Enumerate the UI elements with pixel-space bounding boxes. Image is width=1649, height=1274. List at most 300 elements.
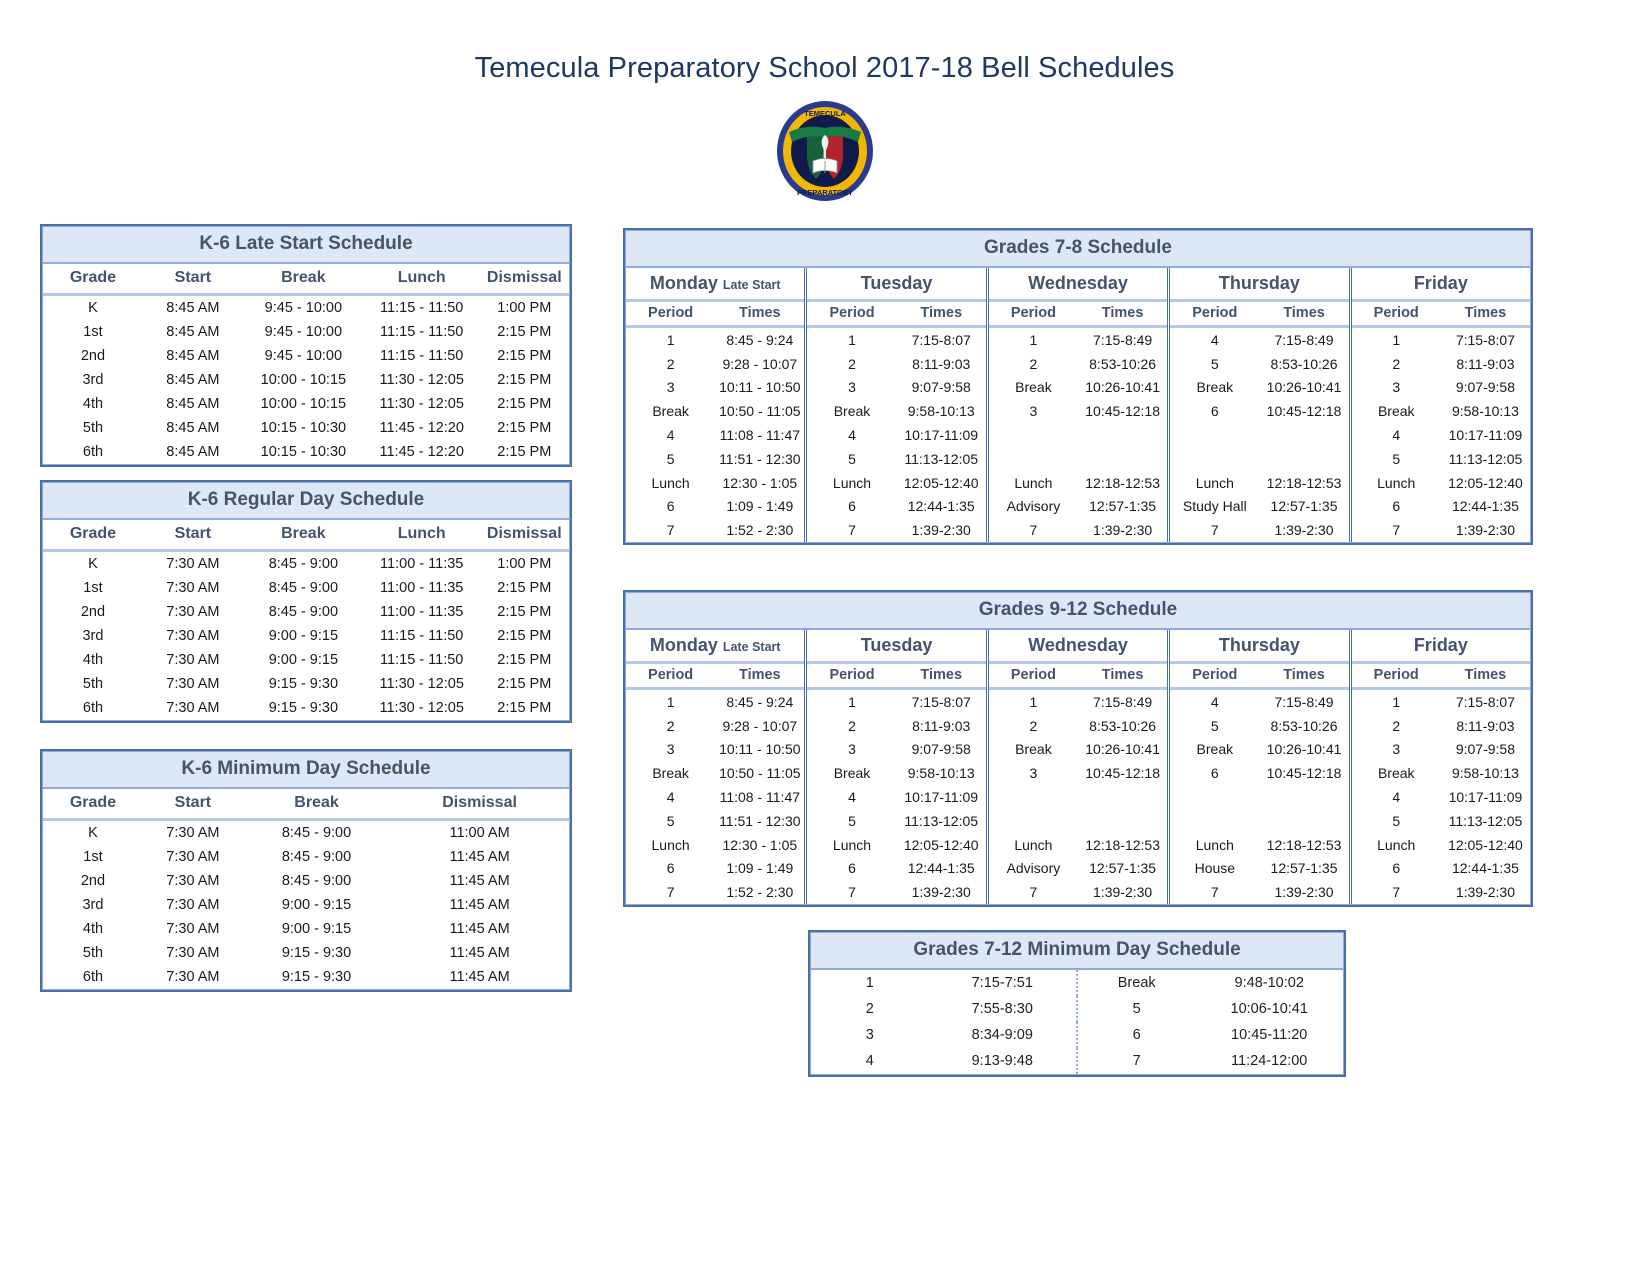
cell-lunch: 11:30 - 12:05 (379, 676, 464, 692)
day-name-thursday (1170, 630, 1348, 664)
day-name-wednesday (989, 630, 1167, 664)
cell-times: 10:26-10:41 (1085, 379, 1160, 396)
col-break: Break (243, 264, 364, 295)
table-row (43, 551, 569, 577)
cell-period: Lunch (1377, 474, 1416, 491)
cell-start: 8:45 AM (166, 396, 220, 412)
table-row (1170, 833, 1348, 857)
cell-times: 10:26-10:41 (1085, 741, 1160, 758)
table-row (1170, 399, 1348, 423)
table-row (1170, 447, 1348, 471)
day-name-friday (1352, 630, 1530, 664)
cell-break: 8:45 - 9:00 (268, 604, 339, 620)
table-row (807, 880, 985, 904)
table-header-row (43, 520, 569, 551)
cell-period: 6 (666, 860, 675, 877)
col-break: Break (243, 789, 390, 820)
table-row (989, 714, 1167, 738)
table-row (989, 761, 1167, 785)
cell-times: 12:44-1:35 (907, 498, 975, 515)
cell-times: 12:18-12:53 (1085, 474, 1160, 491)
table-row (989, 399, 1167, 423)
page-title: Temecula Preparatory School 2017-18 Bell Schedules (474, 52, 1175, 84)
day-label: Tuesday (860, 635, 933, 655)
cell-dismissal: 2:15 PM (497, 396, 552, 412)
col-period: Period (807, 302, 896, 327)
k6-minimum-day-table (40, 749, 572, 992)
cell-break: 9:45 - 10:00 (264, 348, 343, 364)
table-row (626, 856, 804, 880)
cell-times: 1:52 - 2:30 (726, 522, 794, 539)
cell-period: 2 (1392, 717, 1401, 734)
cell-start: 7:30 AM (166, 676, 220, 692)
col-period: Period (626, 302, 715, 327)
day-name-friday (1352, 268, 1530, 302)
cell-times: 7:15-8:49 (1274, 331, 1334, 348)
cell-times: 9:58-10:13 (1451, 403, 1519, 420)
cell-times-right: 11:24-12:00 (1231, 1053, 1308, 1069)
cell-times: 11:13-12:05 (1448, 812, 1523, 829)
cell-times: 12:18-12:53 (1085, 836, 1160, 853)
cell-period: 4 (848, 789, 856, 806)
table-row (1352, 880, 1530, 904)
cell-times: 12:05-12:40 (903, 836, 979, 853)
cell-times: 11:08 - 11:47 (719, 789, 801, 806)
cell-dismissal: 11:45 AM (449, 921, 510, 937)
col-grade: Grade (43, 520, 143, 551)
cell-period: 4 (1210, 693, 1219, 710)
cell-period-right: 6 (1077, 1022, 1195, 1048)
cell-period: 6 (1210, 765, 1219, 782)
table-row (1352, 856, 1530, 880)
cell-times: 12:57-1:35 (1270, 498, 1338, 515)
cell-period: 3 (666, 741, 675, 758)
table-row (626, 833, 804, 857)
col-times: Times (897, 302, 986, 327)
cell-period: 7 (1210, 884, 1219, 901)
cell-period: Lunch (1377, 836, 1416, 853)
cell-times: 1:39-2:30 (911, 884, 971, 901)
table-row (626, 785, 804, 809)
table-row (43, 295, 569, 321)
table-row (626, 423, 804, 447)
cell-lunch: 11:15 - 11:50 (380, 348, 464, 364)
cell-times: 10:45-12:18 (1266, 765, 1342, 782)
cell-period (989, 447, 1078, 471)
cell-times: 8:53-10:26 (1270, 717, 1338, 734)
cell-start: 7:30 AM (166, 628, 220, 644)
cell-times: 12:05-12:40 (1448, 474, 1523, 491)
grades-7-8-table (623, 228, 1533, 545)
cell-times: 12:57-1:35 (1089, 498, 1157, 515)
cell-times (1078, 447, 1167, 471)
table-row (626, 689, 804, 714)
table-row (626, 494, 804, 518)
cell-period: 3 (848, 379, 856, 396)
table-row (807, 471, 985, 495)
day-column-monday (626, 268, 807, 542)
cell-break: 8:45 - 9:00 (281, 873, 352, 889)
grades-7-8-title: Grades 7-8 Schedule (626, 231, 1530, 268)
table-row (807, 714, 985, 738)
cell-times: 12:44-1:35 (1451, 860, 1519, 877)
table-row (989, 494, 1167, 518)
cell-period: 4 (666, 789, 675, 806)
col-period: Period (1170, 664, 1259, 689)
k6-minimum-day-title: K-6 Minimum Day Schedule (43, 752, 569, 789)
cell-grade: 5th (82, 676, 104, 692)
cell-period: Lunch (1195, 474, 1234, 491)
cell-times: 9:07-9:58 (911, 741, 971, 758)
table-row (807, 447, 985, 471)
table-row (626, 809, 804, 833)
cell-times: 11:51 - 12:30 (719, 812, 801, 829)
cell-grade: 2nd (80, 604, 106, 620)
cell-period (989, 785, 1078, 809)
cell-period: 4 (1392, 427, 1401, 444)
cell-period: 7 (666, 884, 675, 901)
table-row (43, 368, 569, 392)
cell-times-left: 7:55-8:30 (971, 1001, 1033, 1017)
table-row (626, 518, 804, 542)
cell-period: Lunch (1014, 474, 1053, 491)
cell-period: 7 (1029, 884, 1038, 901)
table-row (989, 833, 1167, 857)
cell-times: 12:30 - 1:05 (722, 836, 798, 853)
grades-9-12-title: Grades 9-12 Schedule (626, 593, 1530, 630)
cell-period: 7 (1210, 522, 1219, 539)
day-column-friday (1352, 268, 1530, 542)
col-lunch: Lunch (364, 520, 480, 551)
cell-period: 3 (1392, 741, 1401, 758)
grades-9-12-table (623, 590, 1533, 907)
cell-times: 8:11-9:03 (912, 717, 971, 734)
table-row (626, 399, 804, 423)
cell-times: 7:15-8:07 (911, 693, 971, 710)
cell-period: 5 (666, 450, 675, 467)
cell-dismissal: 2:15 PM (497, 324, 552, 340)
cell-lunch: 11:45 - 12:20 (379, 444, 464, 460)
table-row (807, 327, 985, 352)
cell-times: 8:53-10:26 (1270, 355, 1338, 372)
cell-times: 8:11-9:03 (1456, 355, 1515, 372)
table-row (43, 845, 569, 869)
cell-period: 6 (848, 860, 856, 877)
cell-times: 11:51 - 12:30 (719, 450, 801, 467)
col-times: Times (1441, 664, 1530, 689)
cell-start: 7:30 AM (166, 825, 220, 841)
col-period: Period (989, 302, 1078, 327)
cell-grade: 2nd (80, 348, 106, 364)
cell-period: 2 (666, 355, 675, 372)
cell-times: 1:09 - 1:49 (726, 498, 794, 515)
table-row (1170, 376, 1348, 400)
cell-times: 9:58-10:13 (1451, 765, 1519, 782)
table-row (807, 738, 985, 762)
cell-lunch: 11:30 - 12:05 (379, 396, 464, 412)
cell-period: 5 (1210, 717, 1219, 734)
cell-lunch: 11:45 - 12:20 (379, 420, 464, 436)
svg-text:PREPARATORY: PREPARATORY (796, 188, 853, 197)
table-row (989, 352, 1167, 376)
table-row (989, 856, 1167, 880)
cell-period: 6 (666, 498, 675, 515)
cell-period: 5 (848, 812, 856, 829)
cell-period: Lunch (832, 836, 872, 853)
table-row (43, 320, 569, 344)
col-start: Start (143, 520, 243, 551)
cell-times-right: 10:06-10:41 (1230, 1001, 1308, 1017)
school-crest-logo (0, 99, 1649, 197)
cell-times: 11:08 - 11:47 (719, 427, 801, 444)
cell-period: House (1194, 860, 1236, 877)
cell-grade: 3rd (82, 897, 104, 913)
cell-grade: K (88, 825, 98, 841)
cell-start: 7:30 AM (166, 945, 220, 961)
table-row (43, 648, 569, 672)
cell-dismissal: 2:15 PM (497, 348, 552, 364)
cell-times: 10:45-12:18 (1266, 403, 1342, 420)
cell-period: Break (1196, 741, 1234, 758)
cell-break: 9:00 - 9:15 (281, 897, 352, 913)
cell-times: 1:39-2:30 (1455, 522, 1516, 539)
cell-times: 10:45-12:18 (1085, 765, 1160, 782)
day-name-monday (626, 630, 804, 664)
col-period: Period (1352, 302, 1441, 327)
cell-times (1259, 447, 1348, 471)
cell-period: 3 (1029, 403, 1038, 420)
table-row (1352, 423, 1530, 447)
table-row (1170, 471, 1348, 495)
day-label: Wednesday (1028, 635, 1128, 655)
cell-times: 11:13-12:05 (904, 812, 979, 829)
cell-period: 2 (848, 717, 856, 734)
table-row (43, 965, 569, 989)
k6-late-start-table (40, 224, 572, 467)
cell-dismissal: 1:00 PM (497, 300, 552, 316)
cell-period: 1 (848, 331, 856, 348)
table-row (1352, 785, 1530, 809)
cell-dismissal: 11:45 AM (449, 945, 510, 961)
table-row (807, 423, 985, 447)
col-times: Times (715, 664, 804, 689)
cell-dismissal: 2:15 PM (497, 700, 552, 716)
col-period: Period (1170, 302, 1259, 327)
col-break: Break (243, 520, 364, 551)
cell-times: 10:17-11:09 (1448, 789, 1523, 806)
col-times: Times (1441, 302, 1530, 327)
crest-icon (773, 99, 877, 203)
col-dismissal: Dismissal (480, 264, 569, 295)
day-name-tuesday (807, 630, 985, 664)
table-row (1352, 376, 1530, 400)
cell-period: 3 (1392, 379, 1401, 396)
table-row (1352, 399, 1530, 423)
cell-times: 8:11-9:03 (912, 355, 971, 372)
cell-period (989, 809, 1078, 833)
cell-period: Lunch (1014, 836, 1053, 853)
table-row (1352, 738, 1530, 762)
table-row (1352, 714, 1530, 738)
cell-start: 7:30 AM (166, 849, 220, 865)
col-lunch: Lunch (364, 264, 480, 295)
table-row (1352, 809, 1530, 833)
cell-break: 9:45 - 10:00 (264, 300, 343, 316)
cell-period: Study Hall (1182, 498, 1247, 515)
table-row (807, 833, 985, 857)
cell-period: Break (1377, 765, 1415, 782)
cell-period: Lunch (651, 474, 690, 491)
table-row (1352, 761, 1530, 785)
cell-period-right: Break (1077, 970, 1195, 996)
table-row (807, 809, 985, 833)
col-start: Start (143, 789, 243, 820)
table-row (43, 624, 569, 648)
cell-period: 1 (666, 693, 675, 710)
cell-times: 7:15-8:49 (1093, 331, 1153, 348)
cell-period: Break (652, 403, 689, 420)
cell-times: 10:11 - 10:50 (719, 379, 801, 396)
table-row (989, 518, 1167, 542)
day-column-thursday (1170, 630, 1351, 904)
cell-period: 7 (1392, 522, 1401, 539)
k6-regular-day-table (40, 480, 572, 723)
cell-times: 9:58-10:13 (907, 765, 975, 782)
table-row (1352, 494, 1530, 518)
cell-start: 7:30 AM (166, 873, 220, 889)
cell-period: Break (1196, 379, 1234, 396)
cell-period-left: 3 (865, 1027, 874, 1043)
table-row (807, 352, 985, 376)
day-name-monday (626, 268, 804, 302)
cell-lunch: 11:00 - 11:35 (380, 604, 464, 620)
cell-period: Break (652, 765, 689, 782)
cell-period: 1 (666, 331, 675, 348)
table-row (1170, 714, 1348, 738)
cell-grade: 6th (82, 969, 104, 985)
cell-times: 8:53-10:26 (1089, 717, 1157, 734)
cell-period: 4 (1392, 789, 1401, 806)
table-row (1170, 738, 1348, 762)
cell-break: 8:45 - 9:00 (281, 849, 352, 865)
cell-break: 9:45 - 10:00 (264, 324, 343, 340)
table-row (626, 761, 804, 785)
cell-grade: 6th (82, 444, 104, 460)
table-row (1170, 880, 1348, 904)
table-row (626, 447, 804, 471)
cell-period: 7 (1392, 884, 1401, 901)
cell-period: 4 (1210, 331, 1219, 348)
cell-period: 1 (1029, 693, 1038, 710)
cell-dismissal: 11:45 AM (449, 849, 510, 865)
table-row (1170, 423, 1348, 447)
cell-times (1259, 785, 1348, 809)
table-row (43, 696, 569, 720)
cell-dismissal: 1:00 PM (497, 556, 552, 572)
cell-period: 2 (1029, 355, 1038, 372)
cell-period: 1 (1029, 331, 1038, 348)
cell-period: Advisory (1006, 498, 1061, 515)
col-times: Times (1078, 302, 1167, 327)
cell-dismissal: 2:15 PM (497, 444, 552, 460)
cell-dismissal: 11:45 AM (449, 897, 510, 913)
cell-times: 10:17-11:09 (1448, 427, 1523, 444)
cell-period: Break (1377, 403, 1415, 420)
cell-times: 7:15-8:07 (911, 331, 971, 348)
col-dismissal: Dismissal (390, 789, 569, 820)
day-column-tuesday (807, 630, 988, 904)
cell-times: 11:13-12:05 (904, 450, 979, 467)
cell-period: 5 (1210, 355, 1219, 372)
cell-grade: K (88, 556, 98, 572)
cell-break: 10:15 - 10:30 (260, 444, 347, 460)
table-row (807, 518, 985, 542)
table-row (989, 471, 1167, 495)
table-row (1352, 518, 1530, 542)
cell-grade: 4th (82, 396, 104, 412)
cell-period: 1 (1392, 331, 1401, 348)
day-column-tuesday (807, 268, 988, 542)
col-dismissal: Dismissal (480, 520, 569, 551)
table-row (1352, 689, 1530, 714)
table-row (1170, 352, 1348, 376)
table-row (1352, 833, 1530, 857)
table-row (811, 1048, 1343, 1074)
table-row (43, 416, 569, 440)
cell-period: 5 (848, 450, 856, 467)
cell-dismissal: 2:15 PM (497, 628, 552, 644)
cell-times (1259, 423, 1348, 447)
cell-grade: 4th (82, 921, 104, 937)
cell-period: Break (833, 765, 871, 782)
cell-period: Lunch (1195, 836, 1234, 853)
table-row (989, 327, 1167, 352)
col-period: Period (1352, 664, 1441, 689)
cell-period: 3 (1029, 765, 1038, 782)
cell-period-left: 4 (865, 1053, 874, 1069)
cell-times: 9:28 - 10:07 (722, 355, 798, 372)
cell-times-left: 8:34-9:09 (971, 1027, 1033, 1043)
cell-start: 7:30 AM (166, 897, 220, 913)
cell-grade: 1st (83, 849, 103, 865)
cell-period: 1 (848, 693, 856, 710)
cell-times (1078, 809, 1167, 833)
cell-period: 2 (666, 717, 675, 734)
cell-times: 12:57-1:35 (1270, 860, 1338, 877)
table-row (1352, 327, 1530, 352)
table-row (43, 820, 569, 846)
table-row (989, 423, 1167, 447)
day-name-tuesday (807, 268, 985, 302)
col-times: Times (897, 664, 986, 689)
table-row (43, 893, 569, 917)
cell-times: 7:15-8:07 (1455, 331, 1516, 348)
cell-times: 10:26-10:41 (1266, 741, 1342, 758)
grades-7-8-day-columns (626, 268, 1530, 542)
k6-regular-day-title: K-6 Regular Day Schedule (43, 483, 569, 520)
cell-times: 12:18-12:53 (1266, 474, 1342, 491)
cell-times: 9:28 - 10:07 (722, 717, 798, 734)
cell-start: 7:30 AM (166, 580, 220, 596)
col-times: Times (1078, 664, 1167, 689)
cell-times: 8:45 - 9:24 (726, 693, 794, 710)
cell-times: 7:15-8:49 (1093, 693, 1153, 710)
cell-period: 4 (848, 427, 856, 444)
cell-times: 12:05-12:40 (903, 474, 979, 491)
cell-break: 10:00 - 10:15 (260, 396, 347, 412)
cell-period: Lunch (832, 474, 872, 491)
cell-times: 1:39-2:30 (1274, 522, 1334, 539)
